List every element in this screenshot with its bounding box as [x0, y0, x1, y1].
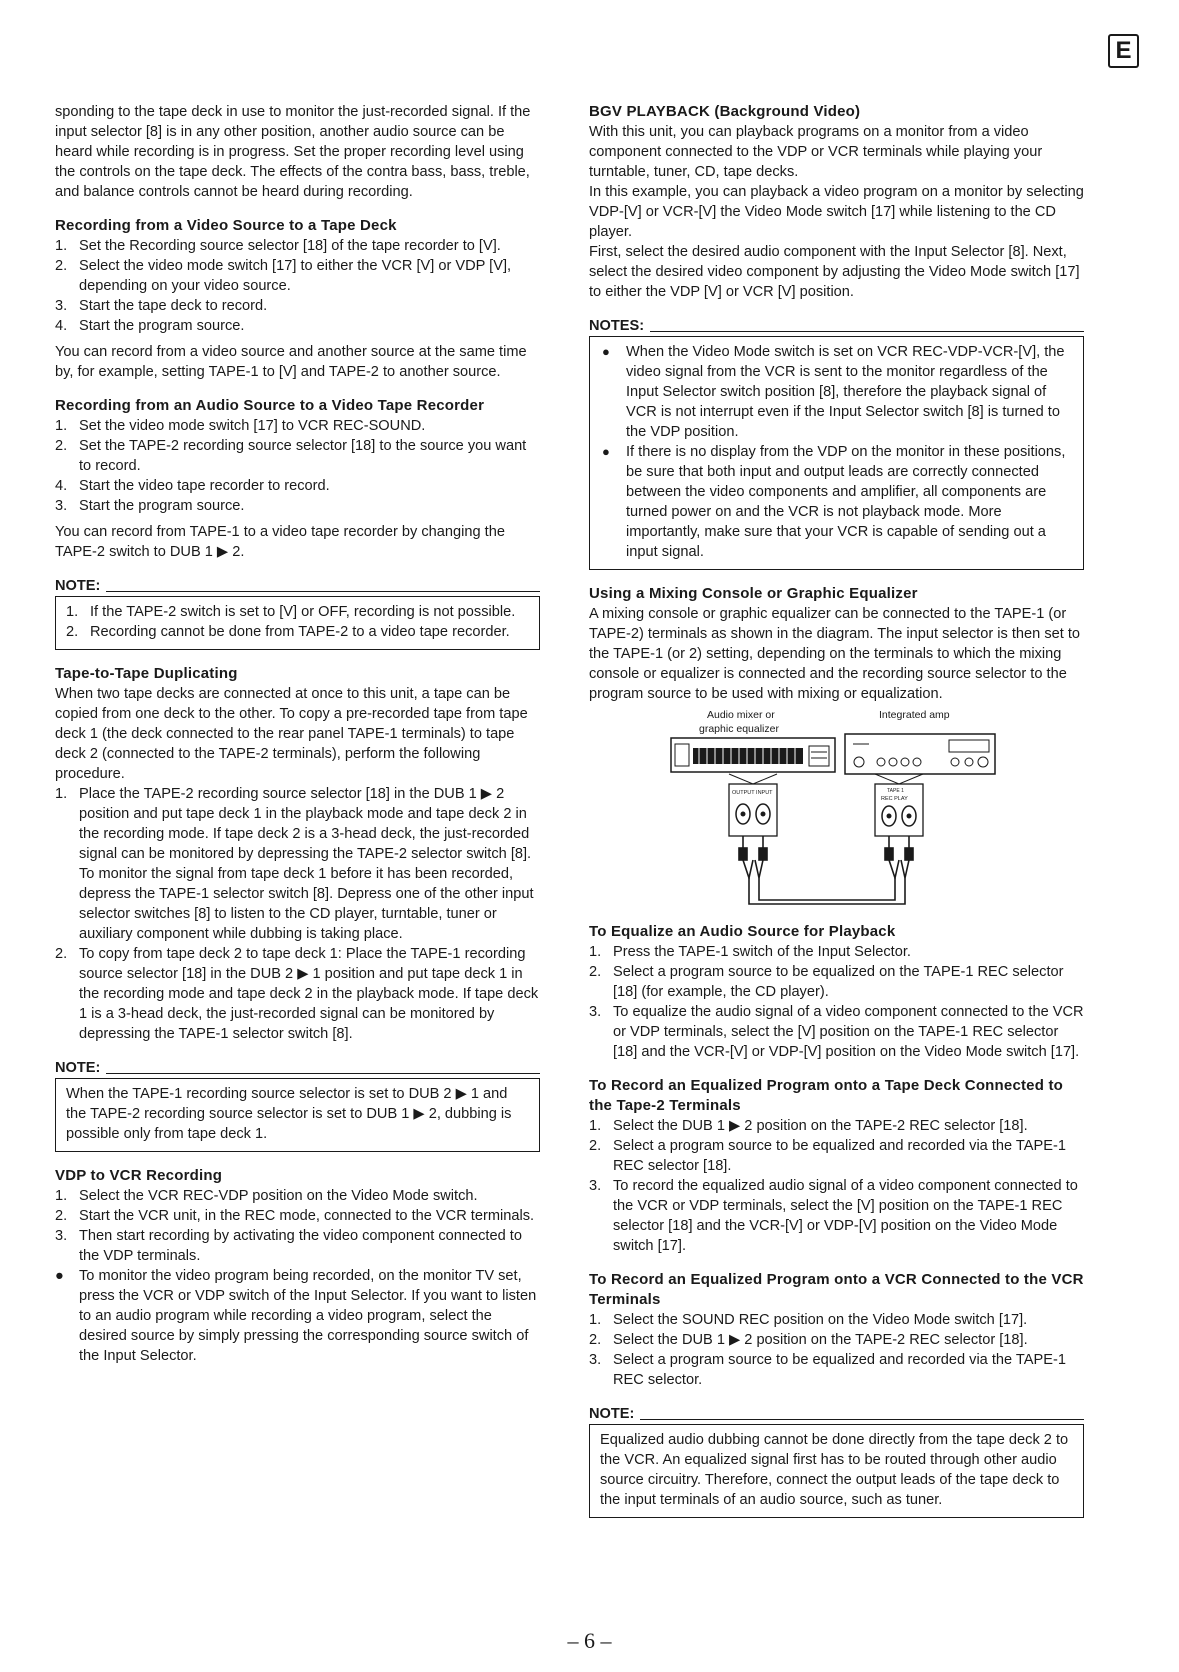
list-item: 3. Then start recording by activating the video component connected to the VDP terminals.	[55, 1228, 522, 1264]
note-1-box	[55, 596, 540, 650]
list-item: 3. Select a program source to be equalized and recorded via the TAPE-1 REC selector.	[589, 1352, 1066, 1388]
list-item: 1. Set the video mode switch [17] to VCR REC-SOUND.	[55, 418, 426, 434]
diagram-label-amp: Integrated amp	[879, 709, 950, 721]
list-item: 2. Select the video mode switch [17] to either the VCR [V] or VDP [V], depending on your video source.	[55, 258, 512, 294]
list-item: 2. Select a program source to be equalized and recorded via the TAPE-1 REC selector [18].	[589, 1138, 1066, 1174]
diagram-label-mixer-1: Audio mixer or	[707, 709, 775, 721]
bgv-paragraph-3: First, select the desired audio component with the Input Selector [8]. Next, select the desired video component by adjusting the Video Mode switch [17] to either the VDP [V] or VCR [V] position.	[589, 244, 1080, 300]
left-column	[55, 102, 540, 1366]
list-item: 4. Start the program source.	[55, 318, 245, 334]
list-item: ● If there is no display from the VDP on the monitor in these positions, be sure that both input and output leads are correctly connected between the video components and amplifier, all components are turned power on and the VCR is not playback mode. More importantly, make sure that your VCR is capable of sending out a input signal.	[600, 442, 1073, 562]
mixing-paragraph: A mixing console or graphic equalizer can be connected to the TAPE-1 (or TAPE-2) terminals as shown in the diagram. The input selector is then set to the TAPE-1 (or 2) setting, depending on the terminals to which the mixing console or equalizer is connected and the recording source selector to the program source to be used with mixing or equalization.	[589, 606, 1081, 702]
heading-bgv: BGV PLAYBACK (Background Video)	[589, 103, 861, 120]
right-column	[589, 102, 1084, 1518]
steps-video-to-tape	[55, 236, 540, 336]
bgv-paragraph-2: In this example, you can playback a video program on a monitor by selecting VDP-[V] or VCR-[V] the Video Mode switch [17] while listening to the CD player.	[589, 184, 1084, 240]
equalizer-unit-icon	[671, 738, 835, 772]
list-item: 2. Set the TAPE-2 recording source selector [18] to the source you want to record.	[55, 438, 527, 474]
list-item: 3. Start the tape deck to record.	[55, 298, 268, 314]
steps-equalize-playback	[589, 942, 1084, 1062]
heading-mixing: Using a Mixing Console or Graphic Equalizer	[589, 585, 918, 602]
list-item: 1. If the TAPE-2 switch is set to [V] or OFF, recording is not possible.	[66, 604, 516, 620]
list-item: 2. Start the VCR unit, in the REC mode, connected to the VCR terminals.	[55, 1208, 535, 1224]
steps-audio-to-vtr	[55, 416, 540, 516]
list-item: 3. To record the equalized audio signal of a video component connected to the VCR or VDP terminals, select the [V] position on the TAPE-1 REC selector [18] and the VCR-[V] or VDP-[V] position on the Video Mode switch [17].	[589, 1178, 1078, 1254]
heading-record-tape2: To Record an Equalized Program onto a Tape Deck Connected to the Tape-2 Terminals	[589, 1077, 1064, 1114]
list-item: 2. Select the DUB 1 ▶ 2 position on the TAPE-2 REC selector [18].	[589, 1332, 1028, 1348]
steps-tape-dup	[55, 784, 540, 1044]
jack-label-right: REC PLAY	[881, 796, 908, 802]
diagram-label-mixer-2: graphic equalizer	[699, 723, 779, 735]
tape-dup-paragraph: When two tape decks are connected at once to this unit, a tape can be copied from one deck to the other. To copy a pre-recorded tape from tape deck 1 (the deck connected to the rear panel TAPE-1 terminals) to tape deck 2 (connected to the TAPE-2 terminals), perform the following procedure.	[55, 686, 528, 782]
list-item: 2. Recording cannot be done from TAPE-2 to a video tape recorder.	[66, 624, 510, 640]
list-item: 1. Press the TAPE-1 switch of the Input Selector.	[589, 944, 911, 960]
list-item: ● To monitor the video program being recorded, on the monitor TV set, press the VCR or VDP switch of the Input Selector. If you want to listen to an audio program while recording a video program, select the desired source by simply pressing the corresponding source switch of the Input Selector.	[55, 1268, 537, 1364]
amplifier-unit-icon	[845, 734, 995, 774]
list-item: 3. Start the program source.	[55, 498, 245, 514]
note-2-box	[55, 1078, 540, 1152]
list-item: ● When the Video Mode switch is set on VCR REC-VDP-VCR-[V], the video signal from the VCR is sent to the monitor regardless of the Input Selector switch position [8], therefore the playback signal of VCR is not interrupt even if the Input Selector switch [8] is turned to the VDP position.	[600, 342, 1073, 442]
page-number: – 6 –	[567, 1628, 612, 1653]
connection-diagram	[669, 708, 999, 908]
intro-paragraph: sponding to the tape deck in use to monitor the just-recorded signal. If the input selector [8] is in any other position, another audio source can be heard while recording is in progress. Set the proper recording level using the controls on the tape deck. The effects of the contra bass, bass, treble, and balance controls cannot be heard during recording.	[55, 104, 531, 200]
notes-box	[589, 336, 1084, 570]
list-item: 1. Select the SOUND REC position on the Video Mode switch [17].	[589, 1312, 1028, 1328]
note-1-label: NOTE:	[55, 576, 540, 596]
list-item: 4. Start the video tape recorder to record.	[55, 478, 330, 494]
equalizer-jack-panel	[729, 774, 777, 836]
note-3-text: Equalized audio dubbing cannot be done directly from the tape deck 2 to the VCR. An equalized signal first has to be routed through other audio source circuitry. Therefore, connect the output leads of the tape deck to the input terminals of an audio source, such as tuner.	[600, 1432, 1069, 1508]
steps-record-vcr	[589, 1310, 1084, 1390]
note-3-box	[589, 1424, 1084, 1518]
list-item: 1. Select the VCR REC-VDP position on the Video Mode switch.	[55, 1188, 478, 1204]
heading-vdp-to-vcr: VDP to VCR Recording	[55, 1167, 223, 1184]
note-3-label: NOTE:	[589, 1404, 1084, 1424]
bgv-paragraph-1: With this unit, you can playback programs on a monitor from a video component connected to the VDP or VCR terminals while playing your turntable, tuner, CD, tape decks.	[589, 124, 1043, 180]
list-item: 1. Set the Recording source selector [18] of the tape recorder to [V].	[55, 238, 501, 254]
heading-record-vcr: To Record an Equalized Program onto a VCR Connected to the VCR Terminals	[589, 1271, 1084, 1308]
list-item: 3. To equalize the audio signal of a video component connected to the VCR or VDP terminals, select the [V] position on the TAPE-1 REC selector [18] and the VCR-[V] or VDP-[V] position on the Video Mode switch [17].	[589, 1004, 1084, 1060]
note-2-label: NOTE:	[55, 1058, 540, 1078]
language-tab-badge: E	[1108, 34, 1139, 68]
heading-audio-to-vtr: Recording from an Audio Source to a Video Tape Recorder	[55, 397, 485, 414]
list-item: 1. Place the TAPE-2 recording source selector [18] in the DUB 1 ▶ 2 position and put tape deck 1 in the playback mode and tape deck 2 in the recording mode. If tape deck 2 is a 3-head deck, the just-recorded signal can be monitored by depressing the TAPE-2 selector switch [8]. To monitor the signal from tape deck 1 before it has been recorded, depress the TAPE-1 selector switch [8]. Depress one of the other input selector switches [8] to listen to the CD player, turntable, tuner or auxiliary component while dubbing is taking place.	[55, 786, 534, 942]
note-2-text: When the TAPE-1 recording source selector is set to DUB 2 ▶ 1 and the TAPE-2 recording source selector is set to DUB 1 ▶ 2, dubbing is possible only from tape deck 1.	[66, 1086, 512, 1142]
jack-label-left: OUTPUT INPUT	[732, 790, 773, 796]
steps-record-tape2	[589, 1116, 1084, 1256]
connection-cables	[739, 836, 913, 904]
audio-to-vtr-paragraph: You can record from TAPE-1 to a video tape recorder by changing the TAPE-2 switch to DUB 1 ▶ 2.	[55, 524, 505, 560]
jack-label-right-top: TAPE 1	[887, 788, 904, 794]
video-to-tape-paragraph: You can record from a video source and another source at the same time by, for example, setting TAPE-1 to [V] and TAPE-2 to another source.	[55, 344, 527, 380]
list-item: 2. To copy from tape deck 2 to tape deck 1: Place the TAPE-1 recording source selector [18] in the DUB 2 ▶ 1 position and put tape deck 1 in the recording mode and tape deck 2 in the playback mode. If tape deck 1 is a 3-head deck, the just-recorded signal can be monitored by depressing the TAPE-1 selector switch [8].	[55, 946, 539, 1042]
steps-vdp-to-vcr	[55, 1186, 540, 1366]
heading-equalize-playback: To Equalize an Audio Source for Playback	[589, 923, 896, 940]
list-item: 2. Select a program source to be equalized on the TAPE-1 REC selector [18] (for example, the CD player).	[589, 964, 1064, 1000]
heading-video-to-tape: Recording from a Video Source to a Tape Deck	[55, 217, 397, 234]
notes-label: NOTES:	[589, 316, 1084, 336]
list-item: 1. Select the DUB 1 ▶ 2 position on the TAPE-2 REC selector [18].	[589, 1118, 1028, 1134]
heading-tape-dup: Tape-to-Tape Duplicating	[55, 665, 238, 682]
amplifier-jack-panel	[875, 774, 923, 836]
